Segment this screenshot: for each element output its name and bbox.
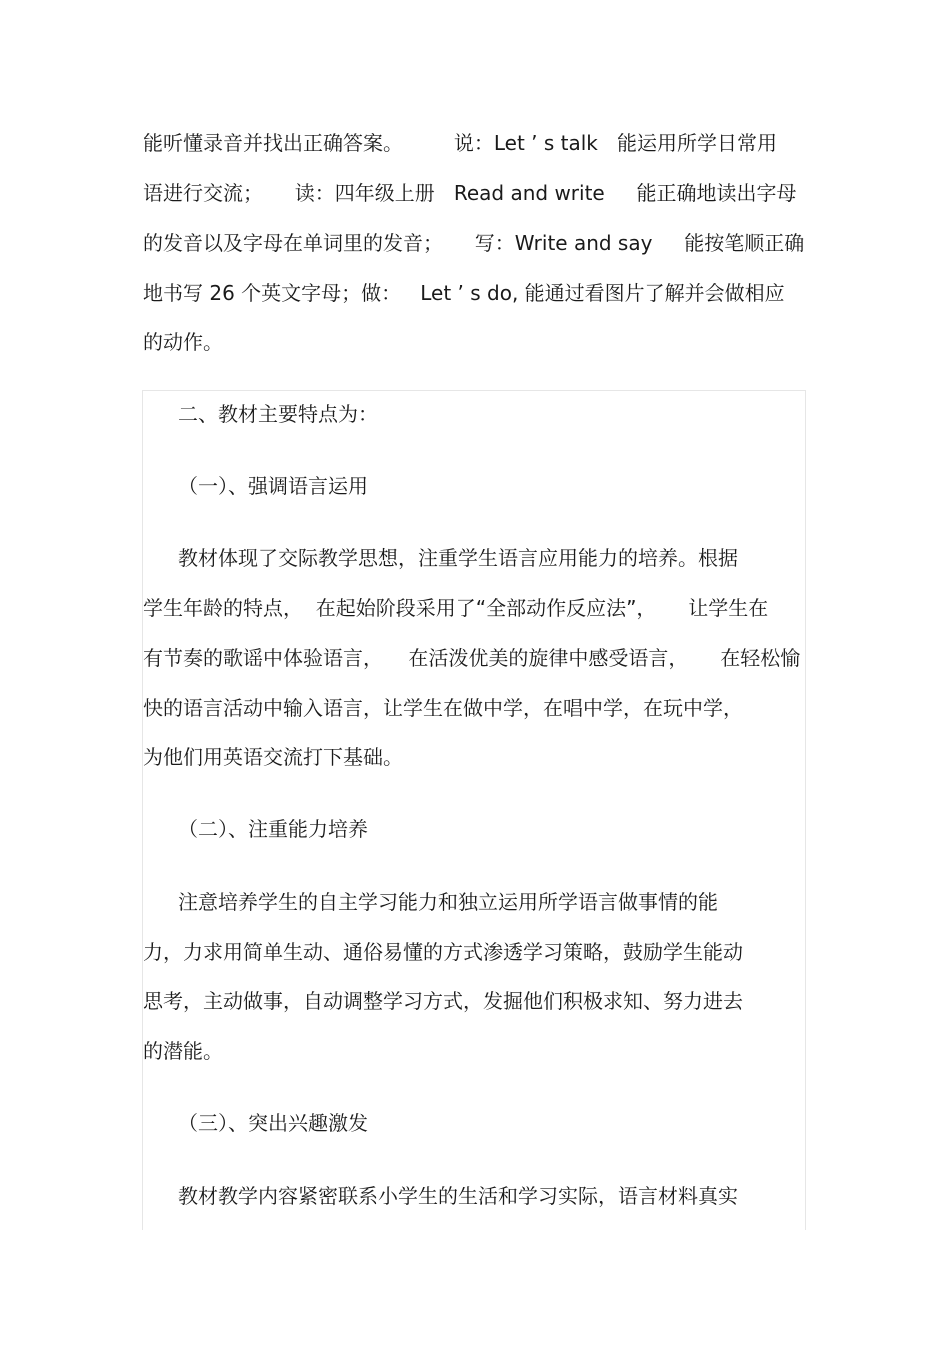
intro-line-2: 语进行交流； 读：四年级上册 Read and write 能正确地读出字母 <box>143 181 797 205</box>
part2-line-4: 的潜能。 <box>143 1039 223 1063</box>
part2-line-3: 思考，主动做事，自动调整学习方式，发掘他们积极求知、努力进去 <box>143 989 743 1013</box>
part1-line-5: 为他们用英语交流打下基础。 <box>143 745 403 769</box>
part2-line-1: 注意培养学生的自主学习能力和独立运用所学语言做事情的能 <box>178 890 718 914</box>
part1-line-1: 教材体现了交际教学思想，注重学生语言应用能力的培养。根据 <box>178 546 738 570</box>
part3-line-1: 教材教学内容紧密联系小学生的生活和学习实际，语言材料真实 <box>178 1184 738 1208</box>
part2-title: （二）、注重能力培养 <box>178 817 368 841</box>
part2-line-2: 力，力求用简单生动、通俗易懂的方式渗透学习策略，鼓励学生能动 <box>143 940 743 964</box>
part3-title: （三）、突出兴趣激发 <box>178 1111 368 1135</box>
intro-line-3: 的发音以及字母在单词里的发音； 写：Write and say 能按笔顺正确 <box>143 231 805 255</box>
intro-line-1: 能听懂录音并找出正确答案。 说：Let ’ s talk 能运用所学日常用 <box>143 131 777 155</box>
part1-line-3: 有节奏的歌谣中体验语言， 在活泼优美的旋律中感受语言， 在轻松愉 <box>143 646 801 670</box>
intro-line-5: 的动作。 <box>143 330 223 354</box>
part1-line-4: 快的语言活动中输入语言，让学生在做中学，在唱中学，在玩中学， <box>143 696 743 720</box>
part1-line-2: 学生年龄的特点， 在起始阶段采用了“全部动作反应法”， 让学生在 <box>143 596 769 620</box>
intro-line-4: 地书写 26 个英文字母；做： Let ’ s do, 能通过看图片了解并会做相应 <box>143 281 785 305</box>
part1-title: （一）、强调语言运用 <box>178 474 368 498</box>
section-heading: 二、教材主要特点为： <box>178 402 378 426</box>
content-frame <box>142 390 806 1230</box>
